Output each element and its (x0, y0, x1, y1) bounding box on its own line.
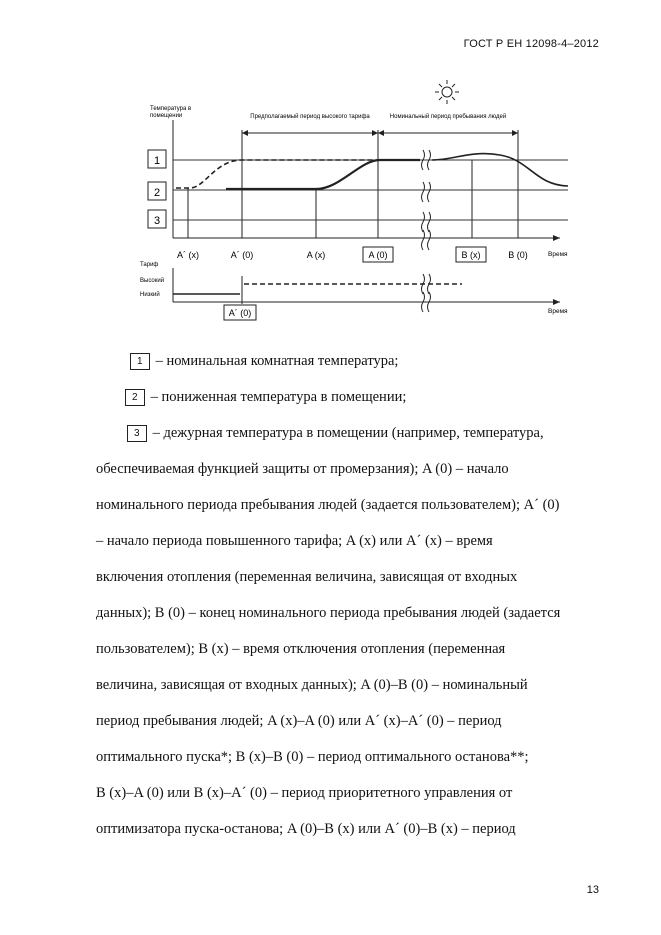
tariff-low-label: Низкий (140, 292, 160, 298)
nominal-period-label (390, 113, 506, 120)
body-line: – начало периода повышенного тарифа; A (x) или A´ (x) – время (96, 533, 493, 549)
tariff-high-label: Высокий (140, 278, 165, 284)
high-tariff-text: Предполагаемый период высокого тарифа (250, 114, 370, 120)
standard-header: ГОСТ Р ЕН 12098-4–2012 (463, 38, 599, 50)
sun-icon (435, 80, 459, 104)
body-line: оптимального пуска*; B (x)–B (0) – период оптимального останова**; (96, 749, 529, 765)
tariff-time-label: Время (548, 308, 568, 315)
legend-text-2: – пониженная температура в помещении; (150, 389, 407, 405)
mark-a-0: A (0) (368, 250, 388, 260)
level-1-label: 1 (153, 155, 161, 167)
body-line: пользователем); B (x) – время отключения отопления (переменная (96, 641, 506, 657)
y-axis-label (150, 106, 193, 119)
end-curve (432, 154, 568, 186)
axis-break-marks (422, 150, 431, 312)
body-line: величина, зависящая от входных данных); A (0)–B (0) – номинальный (96, 677, 528, 693)
legend-text-3: – дежурная температура в помещении (например, температура, (152, 425, 544, 441)
mark-a-x: A (x) (306, 250, 326, 260)
mark-a-prime-0: A´ (0) (230, 250, 254, 260)
tariff-time-arrowhead (553, 299, 560, 305)
legend-text-1: – номинальная комнатная температура; (155, 353, 399, 369)
high-tariff-period-label (250, 113, 370, 120)
time-label: Время (548, 251, 568, 258)
nominal-text: Номинальный период пребывания людей (389, 114, 507, 120)
start-dashed-curve (176, 160, 420, 188)
y-label-line2: помещении (150, 113, 183, 119)
body-line: период пребывания людей; A (x)–A (0) или A´ (x)–A´ (0) – период (96, 713, 502, 729)
start-solid-curve (226, 160, 420, 189)
legend-item-1 (130, 353, 398, 370)
y-label-line1: Температура в (150, 106, 192, 112)
page-number: 13 (586, 884, 599, 896)
tariff-mark: A´ (0) (228, 308, 252, 318)
mark-a-prime-x: A´ (x) (177, 250, 199, 260)
time-arrowhead (553, 235, 560, 241)
legend-box-1: 1 (130, 353, 150, 370)
legend-item-2 (125, 389, 406, 406)
body-line: данных); B (0) – конец номинального периода пребывания людей (задается (96, 605, 561, 621)
body-line: включения отопления (переменная величина, зависящая от входных (96, 569, 518, 585)
body-line: B (x)–A (0) или B (x)–A´ (0) – период приоритетного управления от (96, 785, 513, 801)
body-line: оптимизатора пуска-останова; A (0)–B (x) или A´ (0)–B (x) – период (96, 821, 516, 837)
legend-box-3: 3 (127, 425, 147, 442)
level-2-label: 2 (153, 187, 161, 199)
body-line: номинального периода пребывания людей (задается пользователем); A´ (0) (96, 497, 560, 513)
tariff-axis-label: Тариф (140, 262, 159, 268)
mark-b-x: B (x) (461, 250, 481, 260)
legend-item-3 (127, 425, 544, 442)
mark-b-0: B (0) (508, 250, 528, 260)
level-3-label: 3 (153, 215, 161, 227)
body-line: обеспечиваемая функцией защиты от промерзания); A (0) – начало (96, 461, 509, 477)
timing-diagram (0, 0, 661, 340)
legend-box-2: 2 (125, 389, 145, 406)
